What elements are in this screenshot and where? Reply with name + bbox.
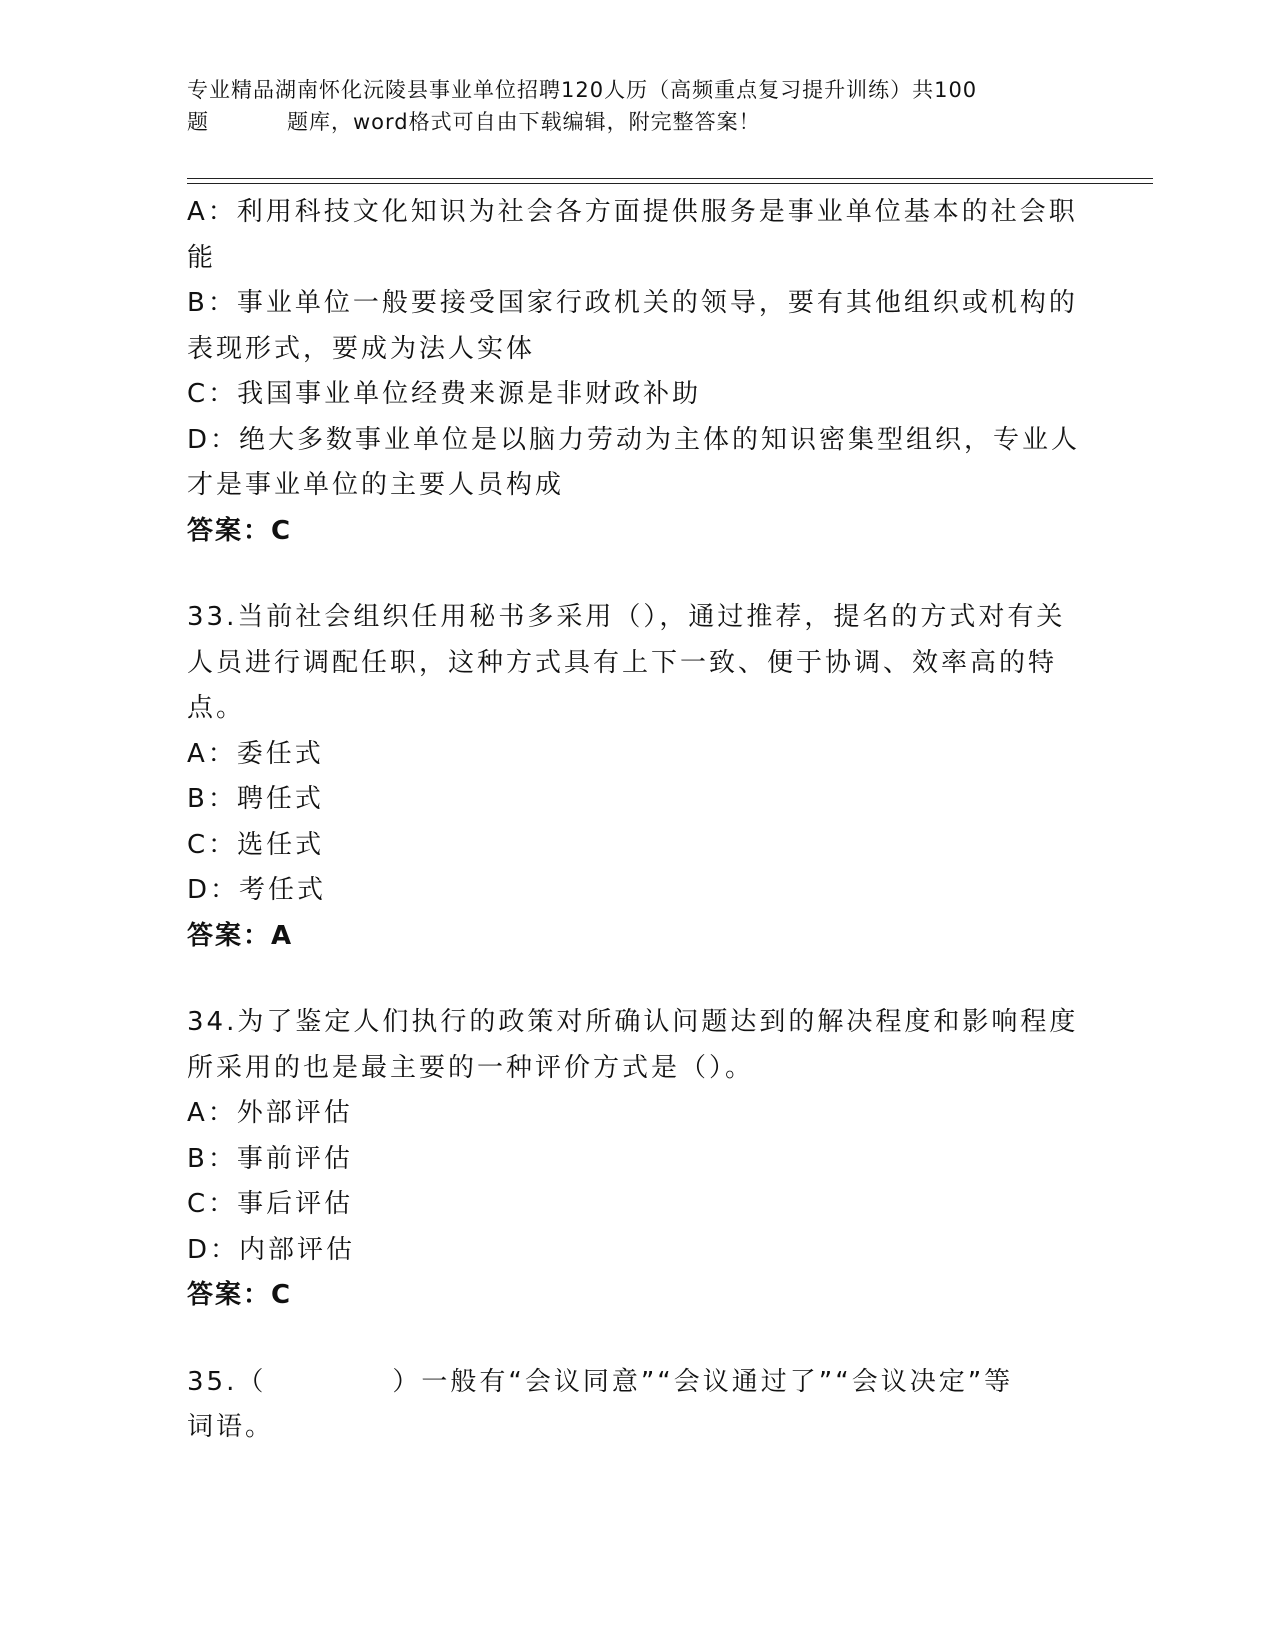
q34-stem-line-2: 所采用的也是最主要的一种评价方式是（）。 [187,1052,755,1083]
q33-answer: 答案：A [187,920,294,951]
q32-option-b-line-1: B：事业单位一般要接受国家行政机关的领导，要有其他组织或机构的 [187,288,1078,318]
spacer [187,1319,1077,1360]
header-rule-bottom [187,183,1153,184]
q32-option-c: C：我国事业单位经费来源是非财政补助 [187,379,702,409]
q34-option-b: B：事前评估 [187,1143,353,1174]
q34-option-a: A：外部评估 [187,1098,353,1128]
q35-stem-start: 35.（ [187,1366,267,1397]
spacer [187,554,1077,595]
q35-stem-end: ）一般有“会议同意”“会议通过了”“会议决定”等 [392,1366,1014,1397]
spacer [187,959,1077,1000]
q33-stem-line-1: 33.当前社会组织任用秘书多采用（），通过推荐，提名的方式对有关 [187,602,1066,632]
header-line-2 [187,106,1087,138]
q34-option-c: C：事后评估 [187,1189,354,1219]
q33-stem-line-2: 人员进行调配任职，这种方式具有上下一致、便于协调、效率高的特 [187,647,1058,678]
q34-stem-line-1: 34.为了鉴定人们执行的政策对所确认问题达到的解决程度和影响程度 [187,1007,1079,1037]
q33-stem-line-3: 点。 [187,693,246,723]
header-line-2-start: 题 [187,110,209,134]
header-line-1: 专业精品湖南怀化沅陵县事业单位招聘120人历（高频重点复习提升训练）共100 [187,78,978,102]
document-header [187,74,1087,138]
q32-option-a-line-1: A：利用科技文化知识为社会各方面提供服务是事业单位基本的社会职 [187,197,1078,227]
q35-stem-line-2: 词语。 [187,1412,275,1442]
q34-answer: 答案：C [187,1280,293,1310]
q33-option-d: D：考任式 [187,875,327,905]
question-32 [187,190,1081,554]
q32-answer: 答案：C [187,515,293,546]
q32-option-a-line-2: 能 [187,242,217,273]
q35-stem-line-1 [187,1360,1077,1406]
q32-option-b-line-2: 表现形式，要成为法人实体 [187,333,536,364]
q32-option-d-line-2: 才是事业单位的主要人员构成 [187,470,565,500]
header-line-2-rest: 题库，word格式可自由下载编辑，附完整答案！ [287,110,761,134]
question-34 [187,1000,1077,1319]
q33-option-a: A：委任式 [187,738,324,769]
header-rule-top [187,178,1153,179]
document-body [187,190,1081,1451]
q32-option-d-line-1: D：绝大多数事业单位是以脑力劳动为主体的知识密集型组织，专业人 [187,424,1081,455]
q34-option-d: D：内部评估 [187,1234,356,1265]
question-35 [187,1360,1077,1451]
q33-option-b: B：聘任式 [187,784,324,814]
question-33 [187,595,1077,959]
q33-option-c: C：选任式 [187,829,325,860]
